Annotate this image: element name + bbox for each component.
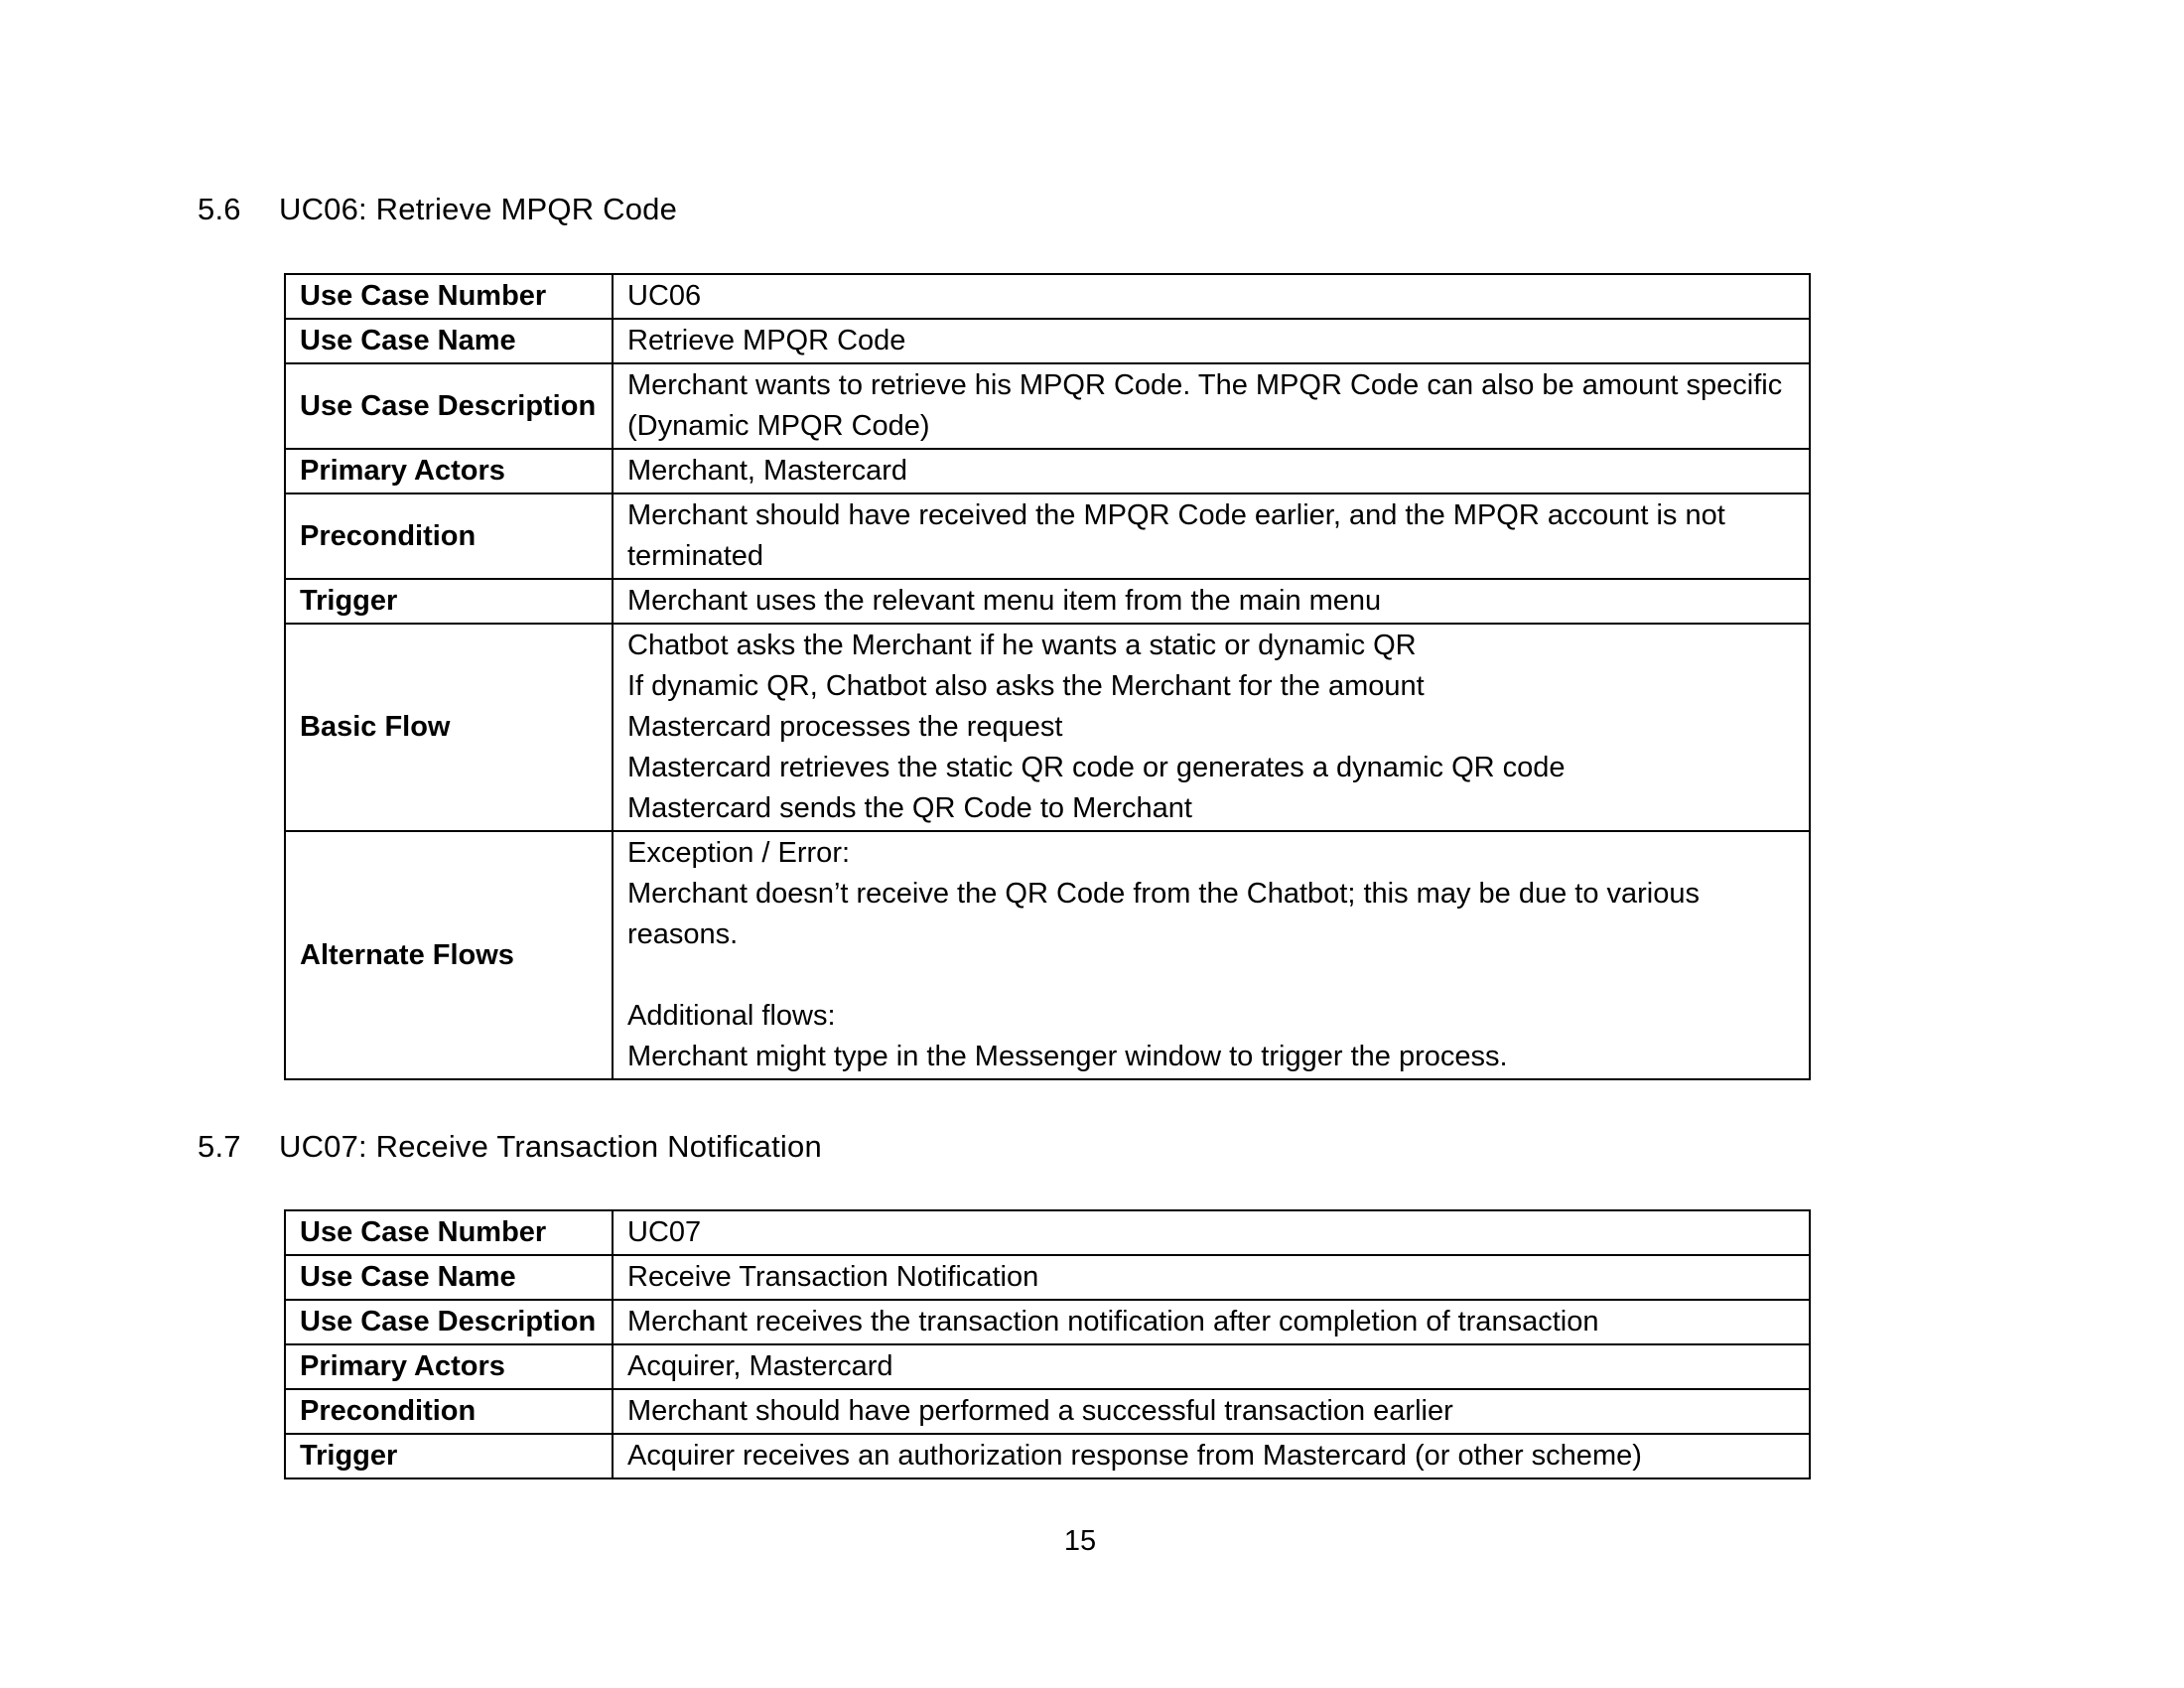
- table-row-basic-flow: [285, 624, 1810, 831]
- blank-line: [627, 955, 1795, 996]
- row-value: Merchant should have performed a successful transaction earlier: [613, 1389, 1810, 1434]
- basic-flow-step: Mastercard sends the QR Code to Merchant: [627, 792, 1192, 824]
- additional-flows-text: Merchant might type in the Messenger window to trigger the process.: [627, 1041, 1508, 1072]
- row-value: Acquirer receives an authorization response from Mastercard (or other scheme): [613, 1434, 1810, 1478]
- basic-flow-step: If dynamic QR, Chatbot also asks the Merchant for the amount: [627, 670, 1425, 702]
- row-label: Primary Actors: [285, 1344, 613, 1389]
- additional-flows-heading: Additional flows:: [627, 1000, 836, 1032]
- row-label: Use Case Number: [285, 274, 613, 319]
- section-heading-uc06: [198, 192, 677, 227]
- row-label: Trigger: [285, 579, 613, 624]
- row-label: Precondition: [285, 493, 613, 579]
- table-row-trigger: [285, 579, 1810, 624]
- table-row-use-case-name: [285, 319, 1810, 363]
- row-label: Use Case Name: [285, 319, 613, 363]
- page-number: 15: [1063, 1525, 1097, 1557]
- row-value: Merchant wants to retrieve his MPQR Code. The MPQR Code can also be amount specific (Dynamic MPQR Code): [613, 363, 1810, 449]
- table-row-primary-actors: [285, 449, 1810, 493]
- table-row-use-case-description: [285, 363, 1810, 449]
- row-label: Use Case Description: [285, 363, 613, 449]
- table-row-precondition: [285, 493, 1810, 579]
- table-row-trigger: [285, 1434, 1810, 1478]
- row-value: Merchant uses the relevant menu item from the main menu: [613, 579, 1810, 624]
- row-value: [613, 624, 1810, 831]
- basic-flow-step: Chatbot asks the Merchant if he wants a static or dynamic QR: [627, 630, 1417, 661]
- row-label: Primary Actors: [285, 449, 613, 493]
- row-value: UC06: [613, 274, 1810, 319]
- row-label: Precondition: [285, 1389, 613, 1434]
- row-value: Merchant receives the transaction notification after completion of transaction: [613, 1300, 1810, 1344]
- section-number: 5.7: [198, 1129, 241, 1164]
- table-row-use-case-number: [285, 274, 1810, 319]
- table-row-precondition: [285, 1389, 1810, 1434]
- basic-flow-step: Mastercard processes the request: [627, 711, 1063, 743]
- row-value: Retrieve MPQR Code: [613, 319, 1810, 363]
- row-label: Use Case Number: [285, 1210, 613, 1255]
- table-row-use-case-number: [285, 1210, 1810, 1255]
- row-value: Acquirer, Mastercard: [613, 1344, 1810, 1389]
- section-number: 5.6: [198, 192, 241, 226]
- section-title: UC07: Receive Transaction Notification: [279, 1129, 822, 1164]
- exception-heading: Exception / Error:: [627, 837, 851, 869]
- table-row-use-case-description: [285, 1300, 1810, 1344]
- table-row-alternate-flows: [285, 831, 1810, 1079]
- use-case-table-uc06: [284, 273, 1811, 1080]
- row-label: Use Case Description: [285, 1300, 613, 1344]
- table-row-primary-actors: [285, 1344, 1810, 1389]
- row-value: Receive Transaction Notification: [613, 1255, 1810, 1300]
- section-heading-uc07: [198, 1129, 822, 1165]
- table-row-use-case-name: [285, 1255, 1810, 1300]
- row-value: Merchant should have received the MPQR Code earlier, and the MPQR account is not terminated: [613, 493, 1810, 579]
- row-value: UC07: [613, 1210, 1810, 1255]
- exception-text: Merchant doesn’t receive the QR Code from the Chatbot; this may be due to various reasons.: [627, 878, 1700, 950]
- row-value: [613, 831, 1810, 1079]
- row-label: Alternate Flows: [285, 831, 613, 1079]
- row-label: Trigger: [285, 1434, 613, 1478]
- row-label: Use Case Name: [285, 1255, 613, 1300]
- section-title: UC06: Retrieve MPQR Code: [279, 192, 678, 226]
- row-label: Basic Flow: [285, 624, 613, 831]
- row-value: Merchant, Mastercard: [613, 449, 1810, 493]
- use-case-table-uc07: [284, 1209, 1811, 1479]
- basic-flow-step: Mastercard retrieves the static QR code or generates a dynamic QR code: [627, 752, 1566, 783]
